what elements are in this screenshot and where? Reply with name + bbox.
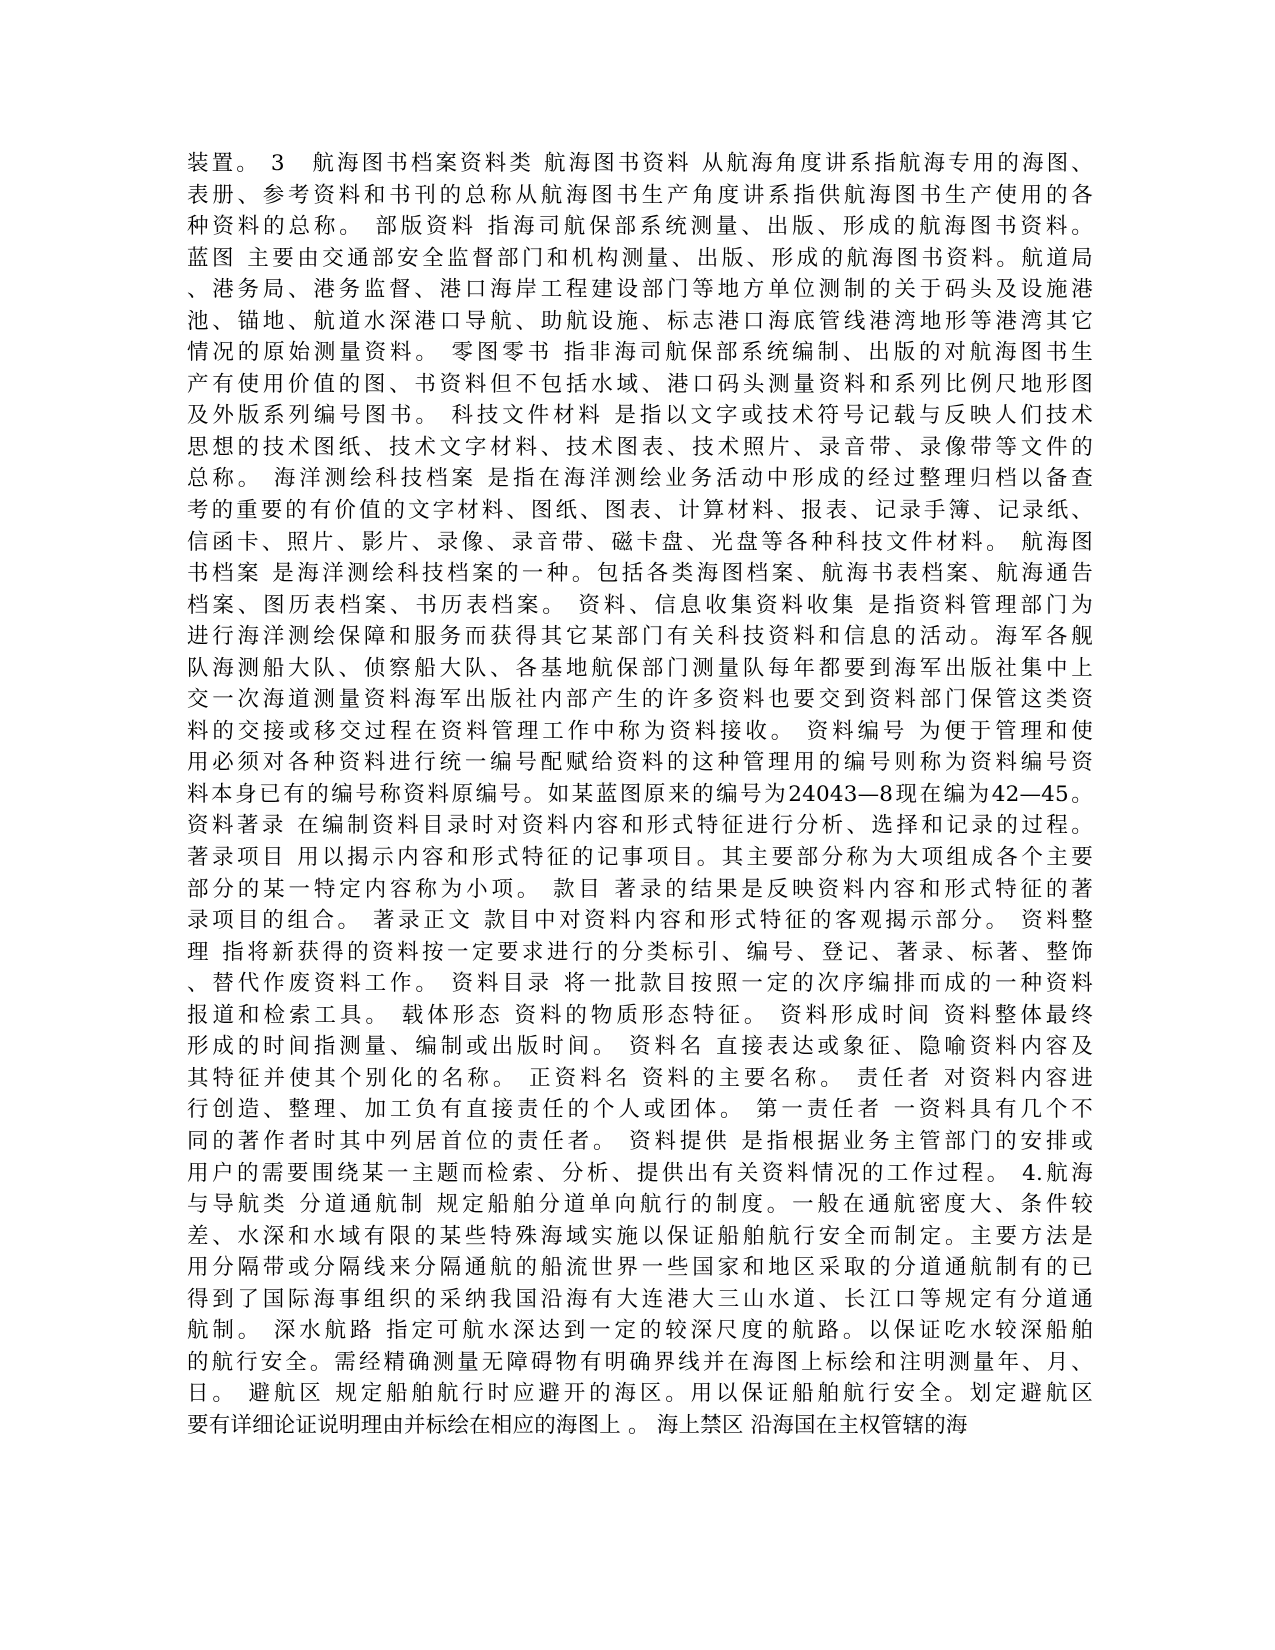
body-text bbox=[187, 148, 1093, 1441]
text-line: 同的著作者时其中列居首位的责任者。 资料提供 是指根据业务主管部门的安排或 bbox=[187, 1128, 1093, 1154]
text-line: 著录项目 用以揭示内容和形式特征的记事项目。其主要部分称为大项组成各个主要 bbox=[187, 845, 1093, 871]
text-line: 要有详细论证说明理由并标绘在相应的海图上 。 海上禁区 沿海国在主权管辖的海 bbox=[187, 1412, 968, 1438]
text-line: 种资料的总称。 部版资料 指海司航保部系统测量、出版、形成的航海图书资料。 bbox=[187, 214, 1093, 240]
text-line: 信函卡、照片、影片、录像、录音带、磁卡盘、光盘等各种科技文件材料。 航海图 bbox=[187, 529, 1093, 555]
text-line: 考的重要的有价值的文字材料、图纸、图表、计算材料、报表、记录手簿、记录纸、 bbox=[187, 498, 1093, 524]
text-line: 思想的技术图纸、技术文字材料、技术图表、技术照片、录音带、录像带等文件的 bbox=[187, 434, 1093, 460]
text-line: 航制。 深水航路 指定可航水深达到一定的较深尺度的航路。以保证吃水较深船舶 bbox=[187, 1318, 1093, 1344]
text-line: 进行海洋测绘保障和服务而获得其它某部门有关科技资料和信息的活动。海军各舰 bbox=[187, 624, 1093, 650]
text-line: 与导航类 分道通航制 规定船舶分道单向航行的制度。一般在通航密度大、条件较 bbox=[187, 1192, 1093, 1218]
text-line: 用必须对各种资料进行统一编号配赋给资料的这种管理用的编号则称为资料编号资 bbox=[187, 750, 1093, 776]
text-line: 资料著录 在编制资料目录时对资料内容和形式特征进行分析、选择和记录的过程。 bbox=[187, 813, 1093, 839]
text-line: 形成的时间指测量、编制或出版时间。 资料名 直接表达或象征、隐喻资料内容及 bbox=[187, 1034, 1093, 1060]
text-line: 料本身已有的编号称资料原编号。如某蓝图原来的编号为24043—8现在编为42—45。 bbox=[187, 781, 1093, 807]
text-line: 用分隔带或分隔线来分隔通航的船流世界一些国家和地区采取的分道通航制有的已 bbox=[187, 1255, 1093, 1281]
text-line: 日。 避航区 规定船舶航行时应避开的海区。用以保证船舶航行安全。划定避航区 bbox=[187, 1381, 1093, 1407]
text-line: 情况的原始测量资料。 零图零书 指非海司航保部系统编制、出版的对航海图书生 bbox=[187, 340, 1093, 366]
text-line: 队海测船大队、侦察船大队、各基地航保部门测量队每年都要到海军出版社集中上 bbox=[187, 655, 1093, 681]
text-line: 料的交接或移交过程在资料管理工作中称为资料接收。 资料编号 为便于管理和使 bbox=[187, 718, 1093, 744]
text-line: 报道和检索工具。 载体形态 资料的物质形态特征。 资料形成时间 资料整体最终 bbox=[187, 1002, 1093, 1028]
text-line: 理 指将新获得的资料按一定要求进行的分类标引、编号、登记、著录、标著、整饰 bbox=[187, 939, 1093, 965]
text-line: 其特征并使其个别化的名称。 正资料名 资料的主要名称。 责任者 对资料内容进 bbox=[187, 1065, 1093, 1091]
text-line: 差、水深和水域有限的某些特殊海域实施以保证船舶航行安全而制定。主要方法是 bbox=[187, 1223, 1093, 1249]
text-line: 档案、图历表档案、书历表档案。 资料、信息收集资料收集 是指资料管理部门为 bbox=[187, 592, 1093, 618]
text-line: 产有使用价值的图、书资料但不包括水域、港口码头测量资料和系列比例尺地形图 bbox=[187, 371, 1093, 397]
text-line: 书档案 是海洋测绘科技档案的一种。包括各类海图档案、航海书表档案、航海通告 bbox=[187, 561, 1093, 587]
text-line: 交一次海道测量资料海军出版社内部产生的许多资料也要交到资料部门保管这类资 bbox=[187, 687, 1093, 713]
text-line: 录项目的组合。 著录正文 款目中对资料内容和形式特征的客观揭示部分。 资料整 bbox=[187, 908, 1093, 934]
text-line: 行创造、整理、加工负有直接责任的个人或团体。 第一责任者 一资料具有几个不 bbox=[187, 1097, 1093, 1123]
text-line: 、港务局、港务监督、港口海岸工程建设部门等地方单位测制的关于码头及设施港 bbox=[187, 277, 1093, 303]
text-line: 得到了国际海事组织的采纳我国沿海有大连港大三山水道、长江口等规定有分道通 bbox=[187, 1286, 1093, 1312]
text-line: 及外版系列编号图书。 科技文件材料 是指以文字或技术符号记载与反映人们技术 bbox=[187, 403, 1093, 429]
text-line: 表册、参考资料和书刊的总称从航海图书生产角度讲系指供航海图书生产使用的各 bbox=[187, 182, 1093, 208]
text-line: 装置。 3 航海图书档案资料类 航海图书资料 从航海角度讲系指航海专用的海图、 bbox=[187, 151, 1093, 176]
text-line: 的航行安全。需经精确测量无障碍物有明确界线并在海图上标绘和注明测量年、月、 bbox=[187, 1349, 1093, 1375]
text-line: 总称。 海洋测绘科技档案 是指在海洋测绘业务活动中形成的经过整理归档以备查 bbox=[187, 466, 1093, 492]
text-line: 部分的某一特定内容称为小项。 款目 著录的结果是反映资料内容和形式特征的著 bbox=[187, 876, 1093, 902]
text-line: 用户的需要围绕某一主题而检索、分析、提供出有关资料情况的工作过程。 4.航海 bbox=[187, 1160, 1093, 1186]
text-line: 、替代作废资料工作。 资料目录 将一批款目按照一定的次序编排而成的一种资料 bbox=[187, 971, 1093, 997]
text-line: 池、锚地、航道水深港口导航、助航设施、标志港口海底管线港湾地形等港湾其它 bbox=[187, 308, 1093, 334]
text-line: 蓝图 主要由交通部安全监督部门和机构测量、出版、形成的航海图书资料。航道局 bbox=[187, 245, 1093, 271]
